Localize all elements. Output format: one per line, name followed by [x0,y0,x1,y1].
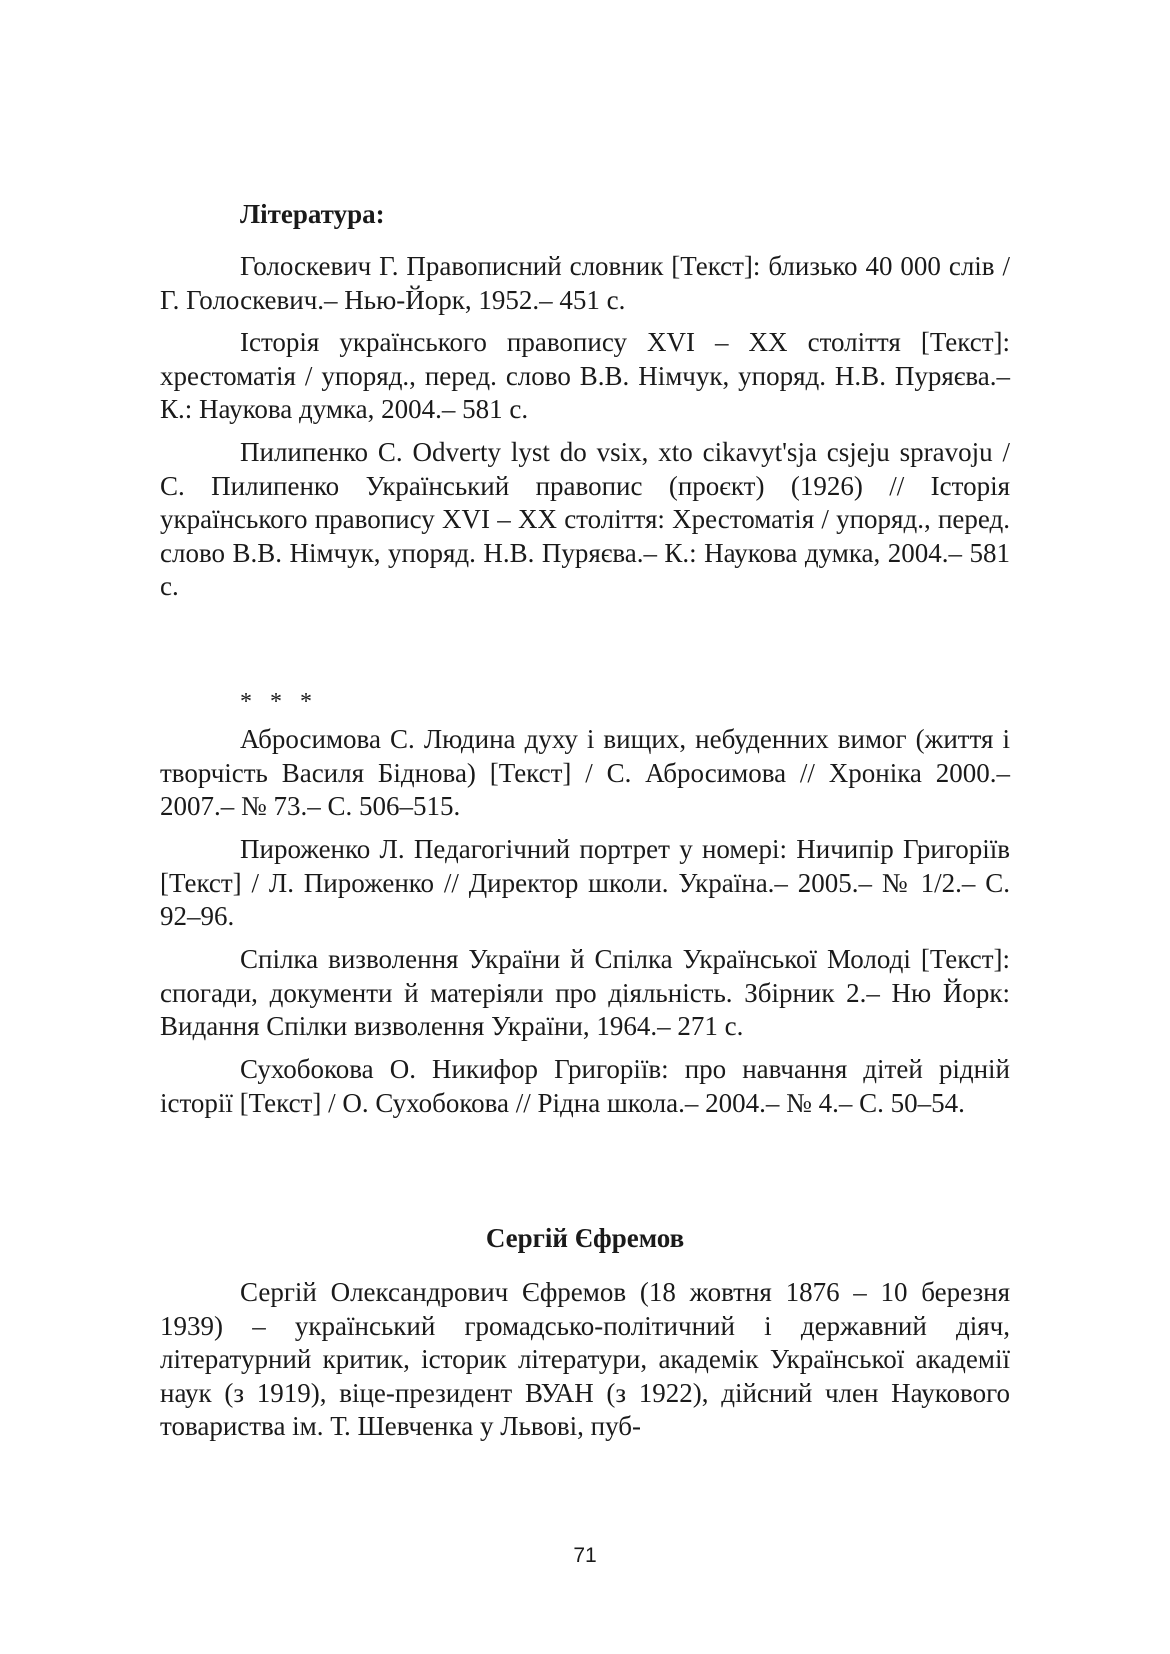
page-number: 71 [573,1544,597,1567]
body-paragraph: Сергій Олександрович Єфремов (18 жовтня 1876 – 10 березня 1939) – український громадсько-політичний і державний діяч, літературний критик, історик літератури, академік Української академії наук (з 1919), віце-президент ВУАН (з 1922), дійсний член Наукового товариства ім. Т. Шевченка у Львові, пуб- [160,1277,1010,1441]
reference-entry: Пироженко Л. Педагогічний портрет у номері: Ничипір Григоріїв [Текст] / Л. Пироженко // Директор школи. Україна.– 2005.– № 1/2.– С. 92–96. [160,834,1010,931]
reference-entry: Історія українського правопису XVI – XX століття [Текст]: хрестоматія / упоряд., перед. слово В.В. Німчук, упоряд. Н.В. Пуряєва.– К.: Наукова думка, 2004.– 581 с. [160,327,1010,424]
reference-entry: Сухобокова О. Никифор Григоріїв: про навчання дітей рідній історії [Текст] / О. Сухобокова // Рідна школа.– 2004.– № 4.– С. 50–54. [160,1054,1010,1118]
reference-entry: Спілка визволення України й Спілка Української Молоді [Текст]: спогади, документи й матеріяли про діяльність. Збірник 2.– Ню Йорк: Видання Спілки визволення України, 1964.– 271 с. [160,944,1010,1041]
section-separator: * * * [240,689,318,715]
literature-heading: Література: [240,199,385,229]
reference-entry: Абросимова С. Людина духу і вищих, небуденних вимог (життя і творчість Василя Біднова) [Текст] / С. Абросимова // Хроніка 2000.– 2007.– № 73.– С. 506–515. [160,724,1010,821]
reference-entry: Пилипенко С. Odverty lyst do vsix, xto cikavyt'sja csjeju spravoju / С. Пилипенко Український правопис (проєкт) (1926) // Історія українського правопису XVI – XX століття: Хрестоматія / упоряд., перед. слово В.В. Німчук, упоряд. Н.В. Пуряєва.– К.: Наукова думка, 2004.– 581 с. [160,437,1010,601]
reference-entry: Голоскевич Г. Правописний словник [Текст]: близько 40 000 слів / Г. Голоскевич.– Нью-Йорк, 1952.– 451 с. [160,251,1010,315]
section-title: Сергій Єфремов [485,1223,685,1253]
document-page [160,0,1010,1654]
